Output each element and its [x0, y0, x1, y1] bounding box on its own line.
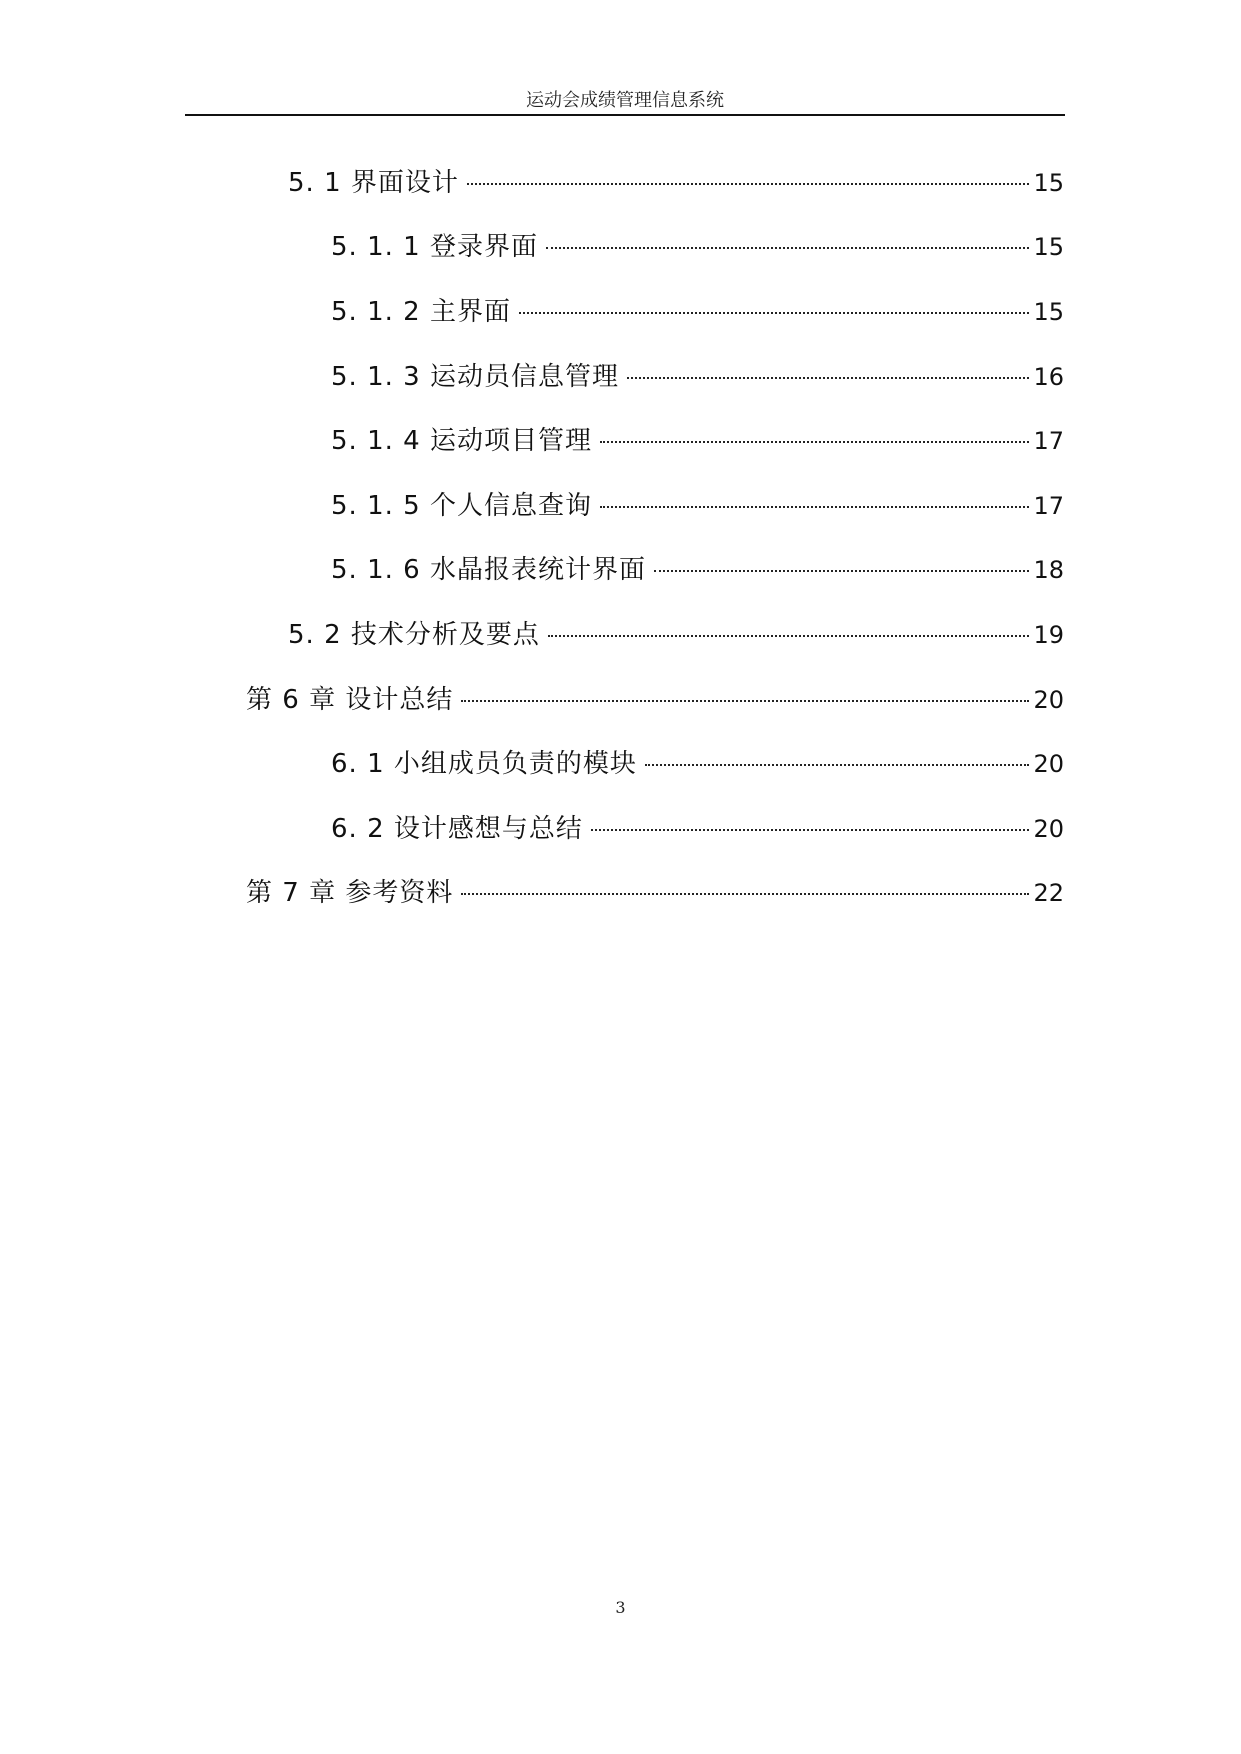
toc-entry-5-1-4[interactable]: [331, 421, 1064, 461]
toc-entry-page: 19: [1033, 621, 1064, 649]
toc-entry-page: 20: [1033, 686, 1064, 714]
toc-entry-label: 5. 1. 4 运动项目管理: [331, 426, 592, 456]
toc-entry-page: 17: [1033, 492, 1064, 520]
toc-dot-leader: [461, 893, 1029, 895]
toc-dot-leader: [600, 441, 1030, 443]
toc-dot-leader: [546, 247, 1030, 249]
toc-entry-page: 15: [1033, 169, 1064, 197]
toc-entry-6-1[interactable]: [331, 744, 1064, 784]
toc-entry-label: 5. 2 技术分析及要点: [288, 620, 540, 650]
toc-entry-chapter-7[interactable]: [246, 873, 1064, 913]
toc-dot-leader: [627, 377, 1030, 379]
toc-entry-5-1[interactable]: [288, 163, 1064, 203]
toc-entry-5-2[interactable]: [288, 615, 1064, 655]
toc-entry-5-1-2[interactable]: [331, 292, 1064, 332]
toc-dot-leader: [645, 764, 1030, 766]
running-header: 运动会成绩管理信息系统: [526, 90, 724, 111]
toc-entry-label: 第 7 章 参考资料: [246, 878, 454, 908]
toc-entry-6-2[interactable]: [331, 809, 1064, 849]
toc-entry-page: 18: [1033, 556, 1064, 584]
toc-dot-leader: [654, 570, 1030, 572]
toc-dot-leader: [467, 183, 1030, 185]
toc-entry-page: 20: [1033, 750, 1064, 778]
toc-entry-label: 5. 1. 5 个人信息查询: [331, 491, 592, 521]
toc-dot-leader: [591, 829, 1030, 831]
toc-entry-5-1-1[interactable]: [331, 227, 1064, 267]
toc-entry-page: 16: [1033, 363, 1064, 391]
toc-dot-leader: [548, 635, 1030, 637]
toc-entry-5-1-6[interactable]: [331, 550, 1064, 590]
toc-entry-label: 5. 1. 6 水晶报表统计界面: [331, 555, 646, 585]
toc-entry-5-1-5[interactable]: [331, 486, 1064, 526]
toc-entry-label: 6. 2 设计感想与总结: [331, 814, 583, 844]
toc-entry-5-1-3[interactable]: [331, 357, 1064, 397]
toc-entry-label: 第 6 章 设计总结: [246, 685, 454, 715]
toc-dot-leader: [519, 312, 1030, 314]
toc-entry-label: 5. 1. 2 主界面: [331, 297, 511, 327]
toc-entry-page: 15: [1033, 298, 1064, 326]
toc-entry-page: 22: [1033, 879, 1064, 907]
page-number: 3: [615, 1598, 626, 1617]
toc-entry-page: 15: [1033, 233, 1064, 261]
toc-entry-label: 5. 1 界面设计: [288, 168, 459, 198]
toc-entry-label: 5. 1. 1 登录界面: [331, 232, 538, 262]
toc-entry-label: 5. 1. 3 运动员信息管理: [331, 362, 619, 392]
toc-entry-page: 20: [1033, 815, 1064, 843]
toc-dot-leader: [461, 700, 1029, 702]
toc-entry-chapter-6[interactable]: [246, 680, 1064, 720]
toc-entry-page: 17: [1033, 427, 1064, 455]
toc-entry-label: 6. 1 小组成员负责的模块: [331, 749, 637, 779]
toc-dot-leader: [600, 506, 1030, 508]
